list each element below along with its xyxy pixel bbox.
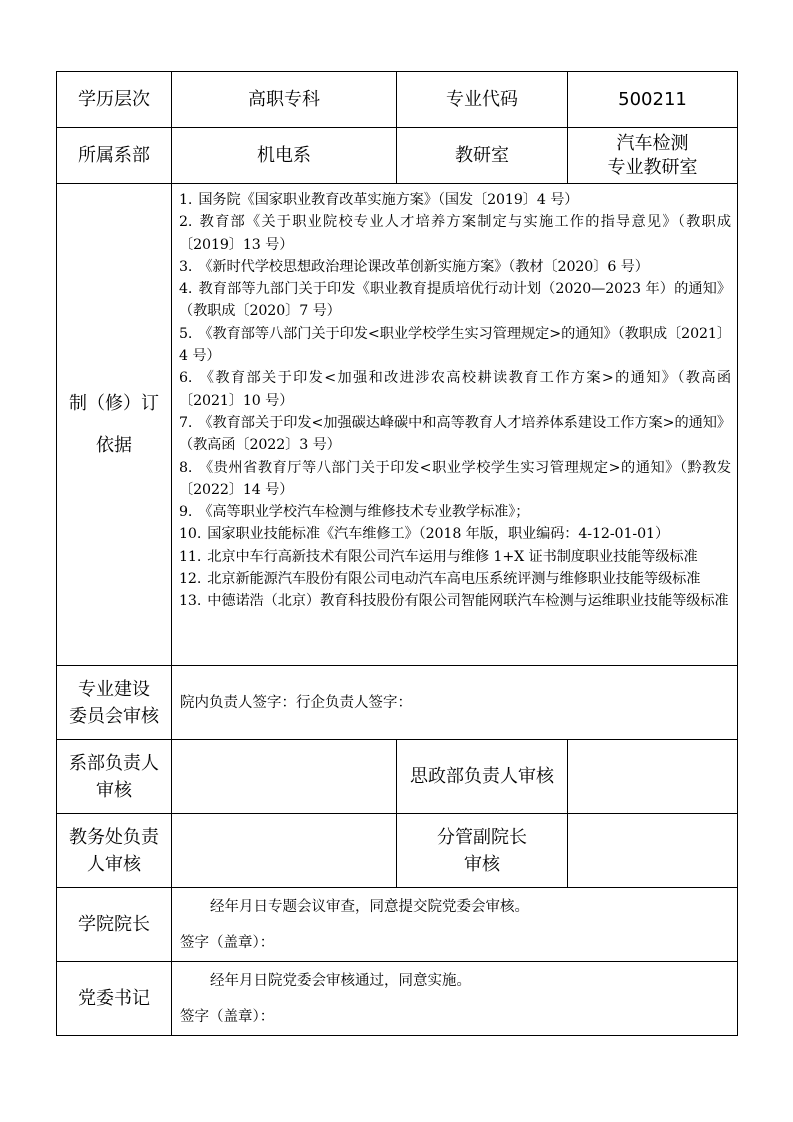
basis-item: 6. 《教育部关于印发<加强和改进涉农高校耕读教育工作方案>的通知》（教高函〔2021〕10 号） [179, 370, 731, 409]
committee-label-line2: 委员会审核 [69, 705, 159, 727]
dept-head-signature [172, 740, 397, 814]
dept-head-label [57, 740, 172, 814]
row-basis [57, 184, 738, 666]
basis-item: 12. 北京新能源汽车股份有限公司电动汽车高电压系统评测与维修职业技能等级标准 [179, 571, 701, 588]
teaching-office-value-line2: 专业教研室 [607, 156, 698, 178]
vice-president-label-line2: 审核 [464, 853, 500, 875]
basis-item: 3. 《新时代学校思想政治理论课改革创新实施方案》（教材〔2020〕6 号） [179, 258, 649, 275]
row-committee [57, 666, 738, 740]
party-secretary-review-text: 经年月日院党委会审核通过，同意实施。 [210, 973, 471, 989]
department-label: 所属系部 [57, 128, 172, 184]
basis-item: 13. 中德诺浩（北京）教育科技股份有限公司智能网联汽车检测与运维职业技能等级标准 [179, 593, 729, 610]
row-party-secretary [57, 962, 738, 1036]
basis-item: 11. 北京中车行高新技术有限公司汽车运用与维修 1+X 证书制度职业技能等级标准 [179, 548, 698, 565]
academic-affairs-label-line1: 教务处负责 [69, 826, 159, 848]
academic-affairs-signature [172, 814, 397, 888]
president-label: 学院院长 [57, 888, 172, 962]
teaching-office-label: 教研室 [397, 128, 568, 184]
party-secretary-review [172, 962, 738, 1036]
department-value: 机电系 [172, 128, 397, 184]
basis-item: 9. 《高等职业学校汽车检测与维修技术专业教学标准》； [179, 504, 530, 521]
basis-item: 10. 国家职业技能标准《汽车维修工》（2018 年版，职业编码：4-12-01-01） [179, 526, 670, 543]
basis-item: 5. 《教育部等八部门关于印发<职业学校学生实习管理规定>的通知》（教职成〔2021〕4 号） [179, 325, 731, 365]
ideology-head-label: 思政部负责人审核 [397, 740, 568, 814]
row-dept-head [57, 740, 738, 814]
basis-item: 2. 教育部《关于职业院校专业人才培养方案制定与实施工作的指导意见》（教职成〔2019〕13 号） [179, 214, 731, 253]
major-code-value: 500211 [568, 72, 738, 128]
teaching-office-value-line1: 汽车检测 [616, 132, 689, 154]
president-review [172, 888, 738, 962]
party-secretary-sign-label: 签字（盖章）： [180, 1009, 275, 1025]
dept-head-label-line1: 系部负责人 [69, 752, 159, 774]
education-level-value: 高职专科 [172, 72, 397, 128]
academic-affairs-label-line2: 人审核 [87, 853, 141, 875]
basis-list [172, 184, 738, 666]
row-academic-affairs [57, 814, 738, 888]
basis-label-line2: 依据 [96, 434, 132, 456]
basis-item: 7. 《教育部关于印发<加强碳达峰碳中和高等教育人才培养体系建设工作方案>的通知》（教高函〔2022〕3 号） [179, 414, 731, 454]
row-president [57, 888, 738, 962]
basis-label [57, 184, 172, 666]
party-secretary-label: 党委书记 [57, 962, 172, 1036]
basis-item: 8. 《贵州省教育厅等八部门关于印发<职业学校学生实习管理规定>的通知》（黔教发〔2022〕14 号） [179, 459, 731, 498]
committee-label [57, 666, 172, 740]
education-level-label: 学历层次 [57, 72, 172, 128]
committee-signatures: 院内负责人签字：行企负责人签字： [172, 666, 738, 740]
vice-president-label-line1: 分管副院长 [437, 826, 527, 848]
basis-item: 1. 国务院《国家职业教育改革实施方案》（国发〔2019〕4 号） [179, 192, 579, 208]
teaching-office-value [568, 128, 738, 184]
row-education-level [57, 72, 738, 128]
major-code-label: 专业代码 [397, 72, 568, 128]
vice-president-label [397, 814, 568, 888]
vice-president-signature [568, 814, 738, 888]
academic-affairs-label [57, 814, 172, 888]
committee-label-line1: 专业建设 [78, 678, 150, 700]
president-review-text: 经年月日专题会议审查，同意提交院党委会审核。 [210, 899, 529, 915]
basis-item: 4. 教育部等九部门关于印发《职业教育提质培优行动计划（2020—2023 年）的通知》（教职成〔2020〕7 号） [179, 281, 731, 320]
basis-label-line1: 制（修）订 [69, 392, 159, 414]
ideology-head-signature [568, 740, 738, 814]
dept-head-label-line2: 审核 [96, 779, 132, 801]
row-department [57, 128, 738, 184]
president-sign-label: 签字（盖章）： [180, 935, 275, 951]
approval-form-table [56, 71, 738, 1036]
